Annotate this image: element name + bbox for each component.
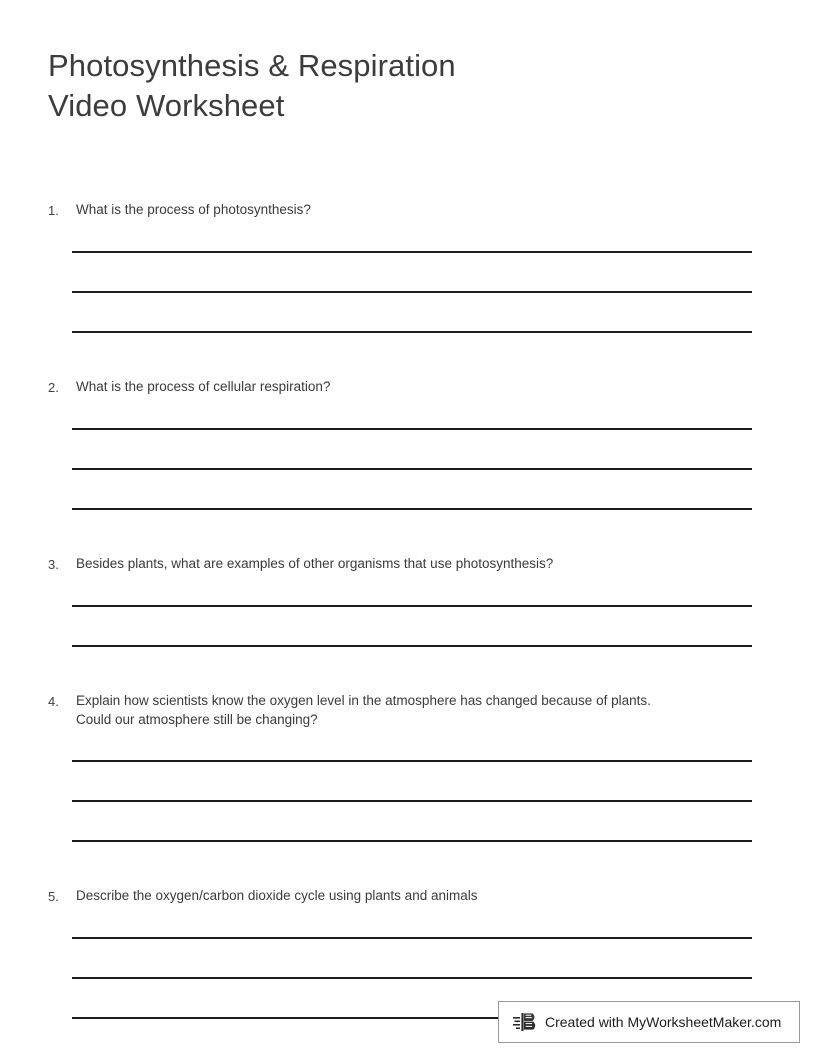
question-5-spacer bbox=[48, 906, 768, 937]
question-1-spacer bbox=[48, 220, 768, 251]
question-item-4 bbox=[48, 691, 768, 886]
answer-line-gap bbox=[72, 293, 752, 331]
question-text-2 bbox=[76, 377, 768, 396]
question-text-1-line-1: What is the process of photosynthesis? bbox=[76, 202, 311, 217]
question-text-4-line-1: Explain how scientists know the oxygen level in the atmosphere has changed because of plants. bbox=[76, 693, 651, 708]
question-text-4 bbox=[76, 691, 768, 729]
question-4-bottom-spacer bbox=[48, 842, 768, 886]
question-3-spacer bbox=[48, 574, 768, 605]
question-text-2-line-1: What is the process of cellular respiration? bbox=[76, 379, 331, 394]
created-with-badge-label: Created with MyWorksheetMaker.com bbox=[545, 1014, 782, 1030]
question-2-spacer bbox=[48, 397, 768, 428]
question-number-3: 3. bbox=[48, 557, 59, 572]
question-number-2: 2. bbox=[48, 380, 59, 395]
question-number-1: 1. bbox=[48, 203, 59, 218]
question-item-1 bbox=[48, 200, 768, 377]
question-1-bottom-spacer bbox=[48, 333, 768, 377]
answer-lines-2[interactable] bbox=[72, 428, 752, 510]
page-title-line-1: Photosynthesis & Respiration bbox=[48, 48, 456, 83]
worksheet-maker-logo-icon bbox=[513, 1010, 539, 1034]
question-text-3 bbox=[76, 554, 768, 573]
answer-lines-4[interactable] bbox=[72, 760, 752, 842]
question-item-3 bbox=[48, 554, 768, 691]
answer-lines-3[interactable] bbox=[72, 605, 752, 647]
answer-line-gap bbox=[72, 430, 752, 468]
question-header-4 bbox=[48, 691, 768, 729]
answer-line-gap bbox=[72, 762, 752, 800]
answer-line-gap bbox=[72, 470, 752, 508]
question-2-bottom-spacer bbox=[48, 510, 768, 554]
question-header-1 bbox=[48, 200, 768, 220]
question-text-4-line-2: Could our atmosphere still be changing? bbox=[76, 712, 318, 727]
question-text-5 bbox=[76, 886, 768, 905]
question-text-1 bbox=[76, 200, 768, 219]
page-title-line-2: Video Worksheet bbox=[48, 88, 285, 123]
question-text-3-line-1: Besides plants, what are examples of other organisms that use photosynthesis? bbox=[76, 556, 554, 571]
answer-lines-1[interactable] bbox=[72, 251, 752, 333]
answer-line-gap bbox=[72, 607, 752, 645]
question-item-2 bbox=[48, 377, 768, 554]
question-3-bottom-spacer bbox=[48, 647, 768, 691]
created-with-badge[interactable] bbox=[498, 1001, 800, 1043]
answer-line-gap bbox=[72, 939, 752, 977]
question-header-3 bbox=[48, 554, 768, 574]
question-list bbox=[48, 200, 768, 1019]
question-header-5 bbox=[48, 886, 768, 906]
question-header-2 bbox=[48, 377, 768, 397]
question-number-4: 4. bbox=[48, 694, 59, 709]
question-text-5-line-1: Describe the oxygen/carbon dioxide cycle using plants and animals bbox=[76, 888, 478, 903]
answer-line-gap bbox=[72, 802, 752, 840]
question-4-spacer bbox=[48, 729, 768, 760]
question-number-5: 5. bbox=[48, 889, 59, 904]
question-item-5 bbox=[48, 886, 768, 1019]
answer-line-gap bbox=[72, 253, 752, 291]
page-title bbox=[48, 46, 748, 126]
